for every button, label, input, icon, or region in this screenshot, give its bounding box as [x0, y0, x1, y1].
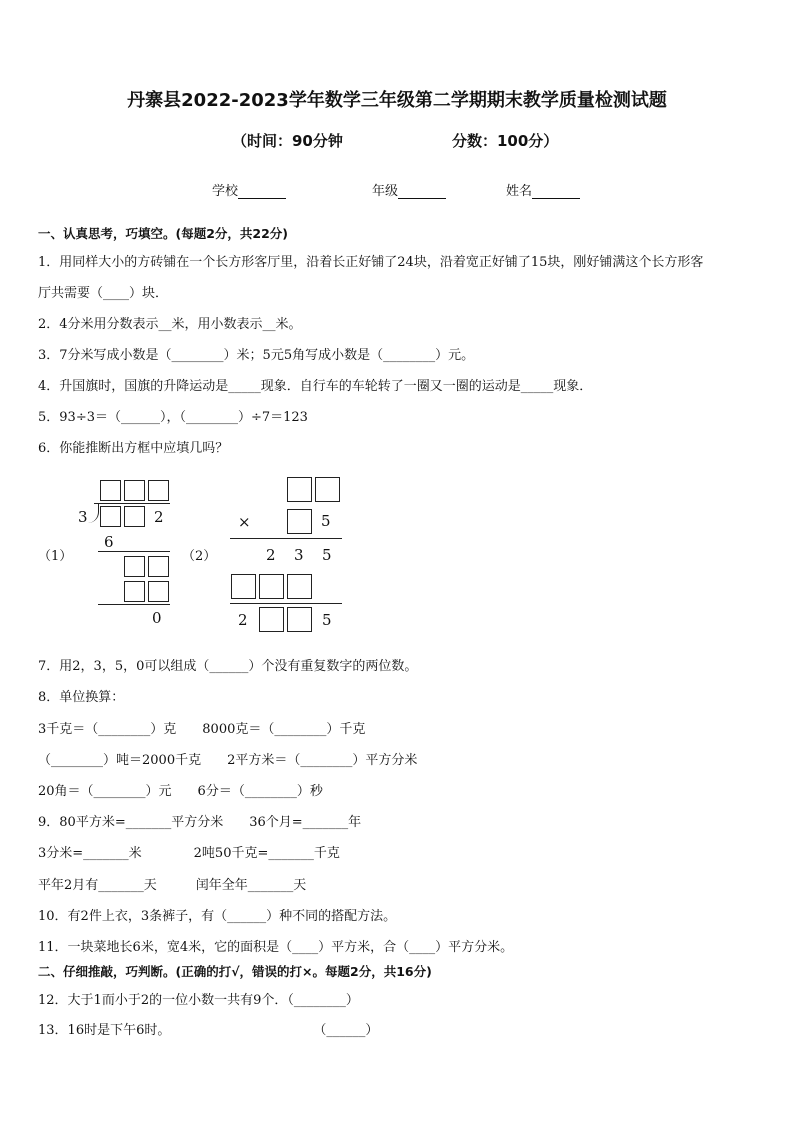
subtract-box: [148, 581, 169, 602]
page-title: 丹寨县2022-2023学年数学三年级第二学期期末教学质量检测试题: [127, 90, 667, 111]
question-8-row-3: 20角＝（________）元 6分＝（________）秒: [38, 784, 323, 799]
partial-product-box: [231, 574, 256, 599]
multiplier-digit: 5: [321, 512, 331, 530]
question-12: 12．大于1而小于2的一位小数一共有9个．（________）: [38, 993, 359, 1008]
question-7: 7．用2，3，5，0可以组成（______）个没有重复数字的两位数。: [38, 659, 418, 674]
grade-blank: [398, 184, 446, 199]
dividend-box: [124, 506, 145, 527]
product-box: [259, 607, 284, 632]
school-label: 学校: [212, 184, 239, 199]
division-line: [98, 604, 170, 605]
partial-product-box: [287, 574, 312, 599]
subtract-digit: 6: [104, 533, 114, 551]
divisor-digit: 3: [78, 508, 88, 526]
school-field: [212, 180, 286, 199]
multiply-sign: ×: [238, 513, 251, 531]
section-2-heading: 二、仔细推敲，巧判断。(正确的打√，错误的打×。每题2分，共16分): [38, 964, 432, 979]
product-box: [287, 607, 312, 632]
division-bar: [94, 503, 170, 504]
name-field: [506, 180, 580, 199]
quotient-box: [124, 480, 145, 501]
division-line: [98, 551, 170, 552]
time-label: （时间：90分钟: [232, 132, 343, 150]
multiply-line: [230, 603, 342, 604]
question-10: 10．有2件上衣，3条裤子，有（______）种不同的搭配方法。: [38, 909, 397, 924]
score-label: 分数：100分）: [452, 132, 559, 150]
question-9-row-2: 3分米=_______米 2吨50千克=_______千克: [38, 846, 340, 861]
question-1-line-2: 厅共需要（____）块．: [38, 286, 169, 301]
name-label: 姓名: [506, 184, 533, 199]
figure-label-2: （2）: [182, 549, 217, 564]
question-6: 6．你能推断出方框中应填几吗？: [38, 441, 229, 456]
product-digit: 5: [322, 611, 332, 629]
partial-product-digit: 5: [322, 546, 332, 564]
partial-product-digit: 2: [266, 546, 276, 564]
figure-label-1: （1）: [38, 549, 73, 564]
dividend-box: [100, 506, 121, 527]
multiply-line: [230, 538, 342, 539]
quotient-box: [100, 480, 121, 501]
remainder-box: [124, 556, 145, 577]
dividend-digit: 2: [154, 508, 164, 526]
partial-product-digit: 3: [294, 546, 304, 564]
grade-label: 年级: [372, 184, 399, 199]
quotient-box: [148, 480, 169, 501]
question-4: 4．升国旗时，国旗的升降运动是_____现象．自行车的车轮转了一圈又一圈的运动是_____现象．: [38, 379, 593, 394]
school-blank: [238, 184, 286, 199]
remainder-box: [148, 556, 169, 577]
question-3: 3．7分米写成小数是（________）米；5元5角写成小数是（________）元。: [38, 348, 475, 363]
final-remainder-digit: 0: [152, 609, 162, 627]
division-bracket: [88, 503, 99, 523]
question-13: 13．16时是下午6时。 （______）: [38, 1023, 379, 1038]
product-digit: 2: [238, 611, 248, 629]
question-8-row-1: 3千克＝（________）克 8000克＝（________）千克: [38, 722, 366, 737]
section-1-heading: 一、认真思考，巧填空。(每题2分，共22分): [38, 226, 289, 241]
partial-product-box: [259, 574, 284, 599]
question-8-row-2: （________）吨＝2000千克 2平方米＝（________）平方分米: [38, 753, 418, 768]
grade-field: [372, 180, 446, 199]
question-9-row-1: 9．80平方米=_______平方分米 36个月=_______年: [38, 815, 362, 830]
question-8: 8．单位换算：: [38, 690, 125, 705]
question-2: 2．4分米用分数表示__米，用小数表示__米。: [38, 317, 302, 332]
subtract-box: [124, 581, 145, 602]
question-11: 11．一块菜地长6米，宽4米，它的面积是（____）平方米，合（____）平方分米。: [38, 940, 514, 955]
question-9-row-3: 平年2月有_______天 闰年全年_______天: [38, 878, 307, 893]
question-5: 5．93÷3＝（______），（________）÷7＝123: [38, 410, 308, 425]
multiplier-box: [287, 509, 312, 534]
question-1-line-1: 1．用同样大小的方砖铺在一个长方形客厅里，沿着长正好铺了24块，沿着宽正好铺了15块，刚好铺满这个长方形客: [38, 255, 704, 270]
multiplicand-box: [287, 477, 312, 502]
multiplicand-box: [315, 477, 340, 502]
name-blank: [532, 184, 580, 199]
